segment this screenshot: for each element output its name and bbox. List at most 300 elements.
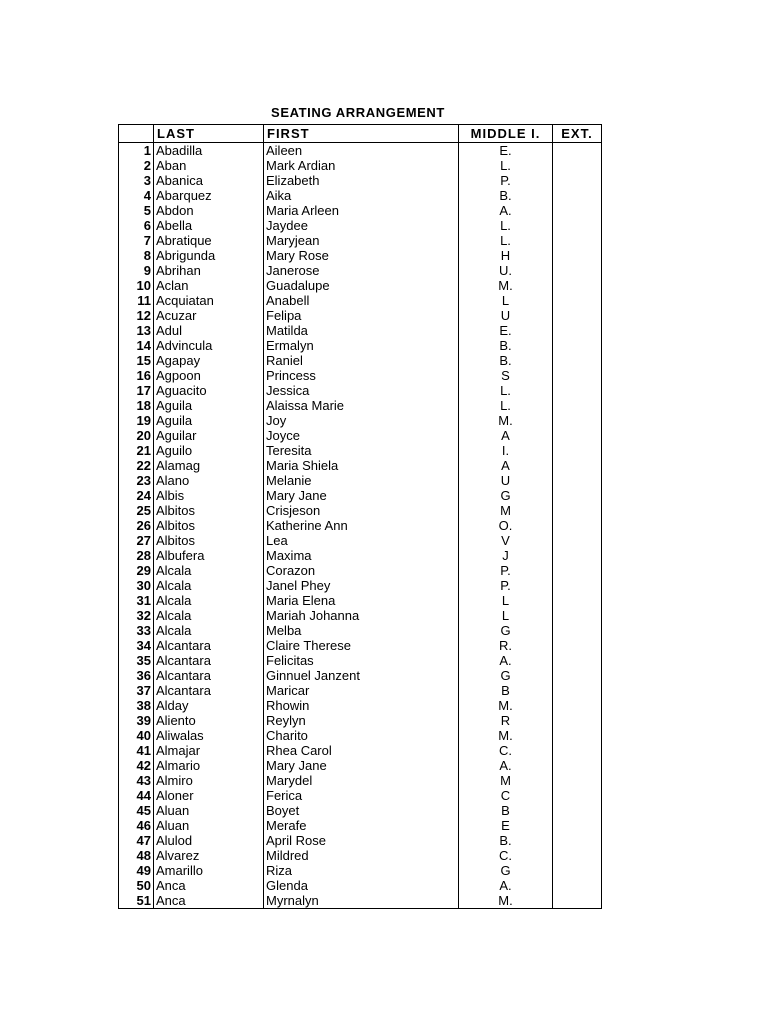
ext-cell	[553, 713, 602, 728]
middle-initial-cell: M.	[459, 893, 553, 909]
table-row	[119, 308, 602, 323]
first-name-cell: Princess	[264, 368, 459, 383]
row-number: 20	[119, 428, 154, 443]
row-number: 9	[119, 263, 154, 278]
middle-initial-cell: M	[459, 503, 553, 518]
row-number: 1	[119, 143, 154, 159]
ext-cell	[553, 398, 602, 413]
first-name-cell: Claire Therese	[264, 638, 459, 653]
ext-cell	[553, 773, 602, 788]
middle-initial-cell: U	[459, 473, 553, 488]
last-name-cell: Acquiatan	[154, 293, 264, 308]
row-number: 30	[119, 578, 154, 593]
row-number: 34	[119, 638, 154, 653]
ext-cell	[553, 383, 602, 398]
last-name-cell: Aloner	[154, 788, 264, 803]
table-row	[119, 323, 602, 338]
first-name-cell: Felicitas	[264, 653, 459, 668]
ext-cell	[553, 728, 602, 743]
middle-initial-cell: A.	[459, 758, 553, 773]
row-number: 37	[119, 683, 154, 698]
middle-initial-cell: L	[459, 293, 553, 308]
first-name-cell: Lea	[264, 533, 459, 548]
first-name-cell: Mary Jane	[264, 758, 459, 773]
row-number: 49	[119, 863, 154, 878]
ext-cell	[553, 263, 602, 278]
table-row	[119, 893, 602, 909]
last-name-cell: Albitos	[154, 503, 264, 518]
middle-initial-cell: M.	[459, 728, 553, 743]
last-name-cell: Aguacito	[154, 383, 264, 398]
ext-cell	[553, 233, 602, 248]
first-name-cell: Jaydee	[264, 218, 459, 233]
table-row	[119, 458, 602, 473]
middle-initial-cell: L.	[459, 218, 553, 233]
ext-cell	[553, 293, 602, 308]
header-ext: EXT.	[553, 125, 602, 143]
last-name-cell: Abratique	[154, 233, 264, 248]
first-name-cell: Ferica	[264, 788, 459, 803]
middle-initial-cell: M.	[459, 413, 553, 428]
middle-initial-cell: A.	[459, 878, 553, 893]
last-name-cell: Aclan	[154, 278, 264, 293]
row-number: 14	[119, 338, 154, 353]
first-name-cell: Boyet	[264, 803, 459, 818]
first-name-cell: Marydel	[264, 773, 459, 788]
ext-cell	[553, 248, 602, 263]
last-name-cell: Alcantara	[154, 683, 264, 698]
table-body	[119, 143, 602, 909]
table-row	[119, 173, 602, 188]
table-row	[119, 143, 602, 159]
first-name-cell: April Rose	[264, 833, 459, 848]
row-number: 6	[119, 218, 154, 233]
last-name-cell: Alcala	[154, 593, 264, 608]
first-name-cell: Riza	[264, 863, 459, 878]
middle-initial-cell: B.	[459, 188, 553, 203]
last-name-cell: Advincula	[154, 338, 264, 353]
row-number: 4	[119, 188, 154, 203]
middle-initial-cell: A	[459, 458, 553, 473]
middle-initial-cell: A	[459, 428, 553, 443]
last-name-cell: Abarquez	[154, 188, 264, 203]
table-row	[119, 803, 602, 818]
last-name-cell: Alcantara	[154, 668, 264, 683]
row-number: 39	[119, 713, 154, 728]
table-row	[119, 563, 602, 578]
ext-cell	[553, 428, 602, 443]
row-number: 45	[119, 803, 154, 818]
table-row	[119, 263, 602, 278]
row-number: 31	[119, 593, 154, 608]
ext-cell	[553, 608, 602, 623]
first-name-cell: Mildred	[264, 848, 459, 863]
ext-cell	[553, 863, 602, 878]
ext-cell	[553, 638, 602, 653]
first-name-cell: Myrnalyn	[264, 893, 459, 909]
row-number: 36	[119, 668, 154, 683]
table-row	[119, 863, 602, 878]
row-number: 46	[119, 818, 154, 833]
first-name-cell: Merafe	[264, 818, 459, 833]
first-name-cell: Aileen	[264, 143, 459, 159]
first-name-cell: Corazon	[264, 563, 459, 578]
middle-initial-cell: U	[459, 308, 553, 323]
table-row	[119, 503, 602, 518]
first-name-cell: Rhea Carol	[264, 743, 459, 758]
ext-cell	[553, 203, 602, 218]
ext-cell	[553, 878, 602, 893]
last-name-cell: Abella	[154, 218, 264, 233]
row-number: 18	[119, 398, 154, 413]
first-name-cell: Matilda	[264, 323, 459, 338]
last-name-cell: Alamag	[154, 458, 264, 473]
first-name-cell: Guadalupe	[264, 278, 459, 293]
last-name-cell: Amarillo	[154, 863, 264, 878]
middle-initial-cell: L.	[459, 158, 553, 173]
first-name-cell: Maryjean	[264, 233, 459, 248]
ext-cell	[553, 188, 602, 203]
table-row	[119, 683, 602, 698]
ext-cell	[553, 593, 602, 608]
first-name-cell: Katherine Ann	[264, 518, 459, 533]
middle-initial-cell: U.	[459, 263, 553, 278]
ext-cell	[553, 698, 602, 713]
middle-initial-cell: G	[459, 863, 553, 878]
ext-cell	[553, 473, 602, 488]
table-row	[119, 758, 602, 773]
row-number: 42	[119, 758, 154, 773]
row-number: 17	[119, 383, 154, 398]
last-name-cell: Albitos	[154, 533, 264, 548]
ext-cell	[553, 833, 602, 848]
middle-initial-cell: R.	[459, 638, 553, 653]
table-row	[119, 668, 602, 683]
ext-cell	[553, 458, 602, 473]
first-name-cell: Felipa	[264, 308, 459, 323]
ext-cell	[553, 683, 602, 698]
last-name-cell: Acuzar	[154, 308, 264, 323]
row-number: 5	[119, 203, 154, 218]
middle-initial-cell: E.	[459, 323, 553, 338]
table-row	[119, 818, 602, 833]
first-name-cell: Aika	[264, 188, 459, 203]
first-name-cell: Elizabeth	[264, 173, 459, 188]
table-row	[119, 353, 602, 368]
first-name-cell: Rhowin	[264, 698, 459, 713]
first-name-cell: Teresita	[264, 443, 459, 458]
row-number: 47	[119, 833, 154, 848]
first-name-cell: Maria Shiela	[264, 458, 459, 473]
middle-initial-cell: E.	[459, 143, 553, 159]
row-number: 10	[119, 278, 154, 293]
last-name-cell: Abrihan	[154, 263, 264, 278]
ext-cell	[553, 818, 602, 833]
middle-initial-cell: B	[459, 683, 553, 698]
ext-cell	[553, 788, 602, 803]
last-name-cell: Alcala	[154, 608, 264, 623]
middle-initial-cell: L.	[459, 383, 553, 398]
middle-initial-cell: C.	[459, 848, 553, 863]
middle-initial-cell: J	[459, 548, 553, 563]
table-row	[119, 638, 602, 653]
last-name-cell: Adul	[154, 323, 264, 338]
last-name-cell: Aluan	[154, 818, 264, 833]
row-number: 23	[119, 473, 154, 488]
ext-cell	[553, 368, 602, 383]
ext-cell	[553, 353, 602, 368]
ext-cell	[553, 668, 602, 683]
middle-initial-cell: I.	[459, 443, 553, 458]
middle-initial-cell: A.	[459, 203, 553, 218]
first-name-cell: Charito	[264, 728, 459, 743]
table-row	[119, 233, 602, 248]
middle-initial-cell: H	[459, 248, 553, 263]
table-row	[119, 338, 602, 353]
last-name-cell: Aluan	[154, 803, 264, 818]
row-number: 29	[119, 563, 154, 578]
table-row	[119, 488, 602, 503]
ext-cell	[553, 173, 602, 188]
middle-initial-cell: L.	[459, 398, 553, 413]
first-name-cell: Mary Rose	[264, 248, 459, 263]
table-row	[119, 368, 602, 383]
table-row	[119, 518, 602, 533]
middle-initial-cell: M	[459, 773, 553, 788]
middle-initial-cell: B	[459, 803, 553, 818]
table-row	[119, 188, 602, 203]
middle-initial-cell: G	[459, 668, 553, 683]
row-number: 35	[119, 653, 154, 668]
last-name-cell: Aliwalas	[154, 728, 264, 743]
row-number: 3	[119, 173, 154, 188]
row-number: 48	[119, 848, 154, 863]
ext-cell	[553, 578, 602, 593]
ext-cell	[553, 338, 602, 353]
table-row	[119, 578, 602, 593]
header-no	[119, 125, 154, 143]
last-name-cell: Alcantara	[154, 653, 264, 668]
middle-initial-cell: C.	[459, 743, 553, 758]
last-name-cell: Aban	[154, 158, 264, 173]
table-row	[119, 713, 602, 728]
middle-initial-cell: L.	[459, 233, 553, 248]
first-name-cell: Anabell	[264, 293, 459, 308]
middle-initial-cell: P.	[459, 578, 553, 593]
last-name-cell: Abadilla	[154, 143, 264, 159]
last-name-cell: Aliento	[154, 713, 264, 728]
table-row	[119, 533, 602, 548]
row-number: 11	[119, 293, 154, 308]
table-row	[119, 548, 602, 563]
header-last: LAST	[154, 125, 264, 143]
first-name-cell: Jessica	[264, 383, 459, 398]
row-number: 24	[119, 488, 154, 503]
first-name-cell: Joyce	[264, 428, 459, 443]
middle-initial-cell: G	[459, 623, 553, 638]
last-name-cell: Anca	[154, 893, 264, 909]
row-number: 7	[119, 233, 154, 248]
middle-initial-cell: R	[459, 713, 553, 728]
table-row	[119, 788, 602, 803]
last-name-cell: Abdon	[154, 203, 264, 218]
last-name-cell: Alday	[154, 698, 264, 713]
row-number: 19	[119, 413, 154, 428]
row-number: 43	[119, 773, 154, 788]
middle-initial-cell: O.	[459, 518, 553, 533]
last-name-cell: Alano	[154, 473, 264, 488]
table-row	[119, 398, 602, 413]
last-name-cell: Alcantara	[154, 638, 264, 653]
middle-initial-cell: G	[459, 488, 553, 503]
ext-cell	[553, 278, 602, 293]
table-row	[119, 248, 602, 263]
ext-cell	[553, 158, 602, 173]
row-number: 33	[119, 623, 154, 638]
first-name-cell: Joy	[264, 413, 459, 428]
ext-cell	[553, 803, 602, 818]
table-row	[119, 158, 602, 173]
table-row	[119, 833, 602, 848]
ext-cell	[553, 218, 602, 233]
first-name-cell: Melba	[264, 623, 459, 638]
middle-initial-cell: B.	[459, 338, 553, 353]
ext-cell	[553, 893, 602, 909]
middle-initial-cell: L	[459, 608, 553, 623]
last-name-cell: Aguila	[154, 398, 264, 413]
middle-initial-cell: M.	[459, 278, 553, 293]
table-row	[119, 653, 602, 668]
header-middle: MIDDLE I.	[459, 125, 553, 143]
ext-cell	[553, 758, 602, 773]
last-name-cell: Aguila	[154, 413, 264, 428]
last-name-cell: Almiro	[154, 773, 264, 788]
first-name-cell: Maria Arleen	[264, 203, 459, 218]
row-number: 27	[119, 533, 154, 548]
ext-cell	[553, 743, 602, 758]
first-name-cell: Crisjeson	[264, 503, 459, 518]
table-row	[119, 698, 602, 713]
last-name-cell: Aguilar	[154, 428, 264, 443]
header-first: FIRST	[264, 125, 459, 143]
table-row	[119, 608, 602, 623]
first-name-cell: Janel Phey	[264, 578, 459, 593]
table-row	[119, 848, 602, 863]
first-name-cell: Melanie	[264, 473, 459, 488]
table-row	[119, 413, 602, 428]
middle-initial-cell: P.	[459, 173, 553, 188]
first-name-cell: Raniel	[264, 353, 459, 368]
first-name-cell: Janerose	[264, 263, 459, 278]
seating-table	[118, 124, 602, 909]
ext-cell	[553, 443, 602, 458]
row-number: 8	[119, 248, 154, 263]
table-row	[119, 593, 602, 608]
first-name-cell: Ermalyn	[264, 338, 459, 353]
last-name-cell: Almario	[154, 758, 264, 773]
first-name-cell: Reylyn	[264, 713, 459, 728]
middle-initial-cell: E	[459, 818, 553, 833]
last-name-cell: Alcala	[154, 623, 264, 638]
row-number: 16	[119, 368, 154, 383]
ext-cell	[553, 623, 602, 638]
ext-cell	[553, 518, 602, 533]
first-name-cell: Mark Ardian	[264, 158, 459, 173]
first-name-cell: Mary Jane	[264, 488, 459, 503]
middle-initial-cell: V	[459, 533, 553, 548]
row-number: 40	[119, 728, 154, 743]
last-name-cell: Agpoon	[154, 368, 264, 383]
row-number: 2	[119, 158, 154, 173]
ext-cell	[553, 653, 602, 668]
ext-cell	[553, 143, 602, 159]
last-name-cell: Anca	[154, 878, 264, 893]
first-name-cell: Mariah Johanna	[264, 608, 459, 623]
table-row	[119, 383, 602, 398]
row-number: 26	[119, 518, 154, 533]
table-row	[119, 293, 602, 308]
row-number: 13	[119, 323, 154, 338]
middle-initial-cell: B.	[459, 833, 553, 848]
ext-cell	[553, 533, 602, 548]
table-row	[119, 428, 602, 443]
row-number: 21	[119, 443, 154, 458]
last-name-cell: Alcala	[154, 578, 264, 593]
table-row	[119, 443, 602, 458]
ext-cell	[553, 488, 602, 503]
row-number: 12	[119, 308, 154, 323]
table-row	[119, 878, 602, 893]
row-number: 44	[119, 788, 154, 803]
table-row	[119, 743, 602, 758]
last-name-cell: Albis	[154, 488, 264, 503]
table-row	[119, 473, 602, 488]
middle-initial-cell: M.	[459, 698, 553, 713]
last-name-cell: Alulod	[154, 833, 264, 848]
last-name-cell: Alcala	[154, 563, 264, 578]
first-name-cell: Maricar	[264, 683, 459, 698]
middle-initial-cell: A.	[459, 653, 553, 668]
middle-initial-cell: C	[459, 788, 553, 803]
row-number: 15	[119, 353, 154, 368]
first-name-cell: Glenda	[264, 878, 459, 893]
last-name-cell: Aguilo	[154, 443, 264, 458]
row-number: 32	[119, 608, 154, 623]
ext-cell	[553, 503, 602, 518]
last-name-cell: Albufera	[154, 548, 264, 563]
row-number: 41	[119, 743, 154, 758]
first-name-cell: Ginnuel Janzent	[264, 668, 459, 683]
middle-initial-cell: L	[459, 593, 553, 608]
middle-initial-cell: B.	[459, 353, 553, 368]
ext-cell	[553, 323, 602, 338]
last-name-cell: Abanica	[154, 173, 264, 188]
table-header-row	[119, 125, 602, 143]
first-name-cell: Maria Elena	[264, 593, 459, 608]
ext-cell	[553, 848, 602, 863]
table-row	[119, 728, 602, 743]
ext-cell	[553, 563, 602, 578]
middle-initial-cell: P.	[459, 563, 553, 578]
table-row	[119, 278, 602, 293]
last-name-cell: Alvarez	[154, 848, 264, 863]
middle-initial-cell: S	[459, 368, 553, 383]
page-title: SEATING ARRANGEMENT	[271, 105, 445, 120]
table-row	[119, 203, 602, 218]
last-name-cell: Abrigunda	[154, 248, 264, 263]
table-row	[119, 773, 602, 788]
row-number: 50	[119, 878, 154, 893]
